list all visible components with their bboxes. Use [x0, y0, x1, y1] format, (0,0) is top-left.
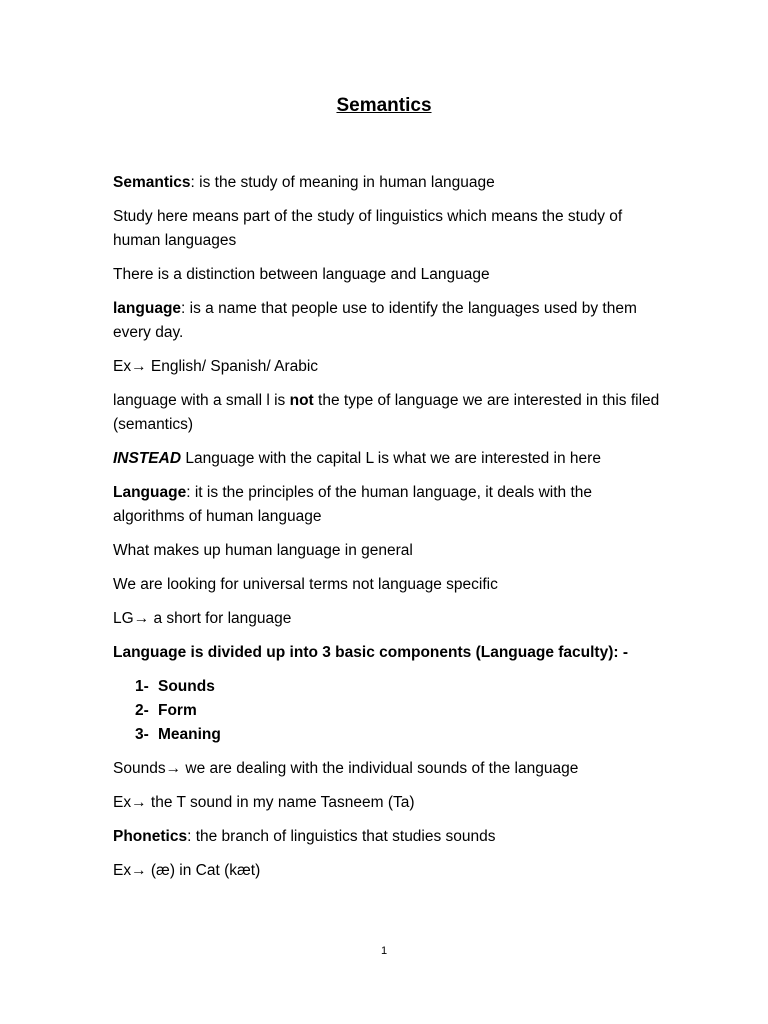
paragraph-capital-language-definition: Language: it is the principles of the human language, it deals with the algorithms of human language [113, 484, 593, 525]
paragraph-instead: INSTEAD Language with the capital L is what we are interested in here [113, 450, 601, 467]
term: Semantics [113, 174, 191, 191]
paragraph-universal-terms: We are looking for universal terms not language specific [113, 576, 498, 593]
term: Language [113, 484, 187, 501]
term: Phonetics [113, 828, 188, 845]
arrow-icon: → [131, 358, 147, 375]
paragraph-language-definition: language: is a name that people use to identify the languages used by them every day. [113, 300, 637, 341]
components-list [113, 675, 663, 747]
emphasis-not: not [289, 392, 314, 409]
document-body [113, 171, 663, 893]
paragraph-components-heading: Language is divided up into 3 basic components (Language faculty): - [113, 644, 628, 661]
paragraph-phonetics: Phonetics: the branch of linguistics that studies sounds [113, 828, 496, 845]
paragraph-example-languages: Ex→ English/ Spanish/ Arabic [113, 358, 319, 375]
page-number: 1 [380, 945, 388, 957]
paragraph-small-l: language with a small l is not the type of language we are interested in this filed (semantics) [113, 392, 660, 433]
list-item: 3- Meaning [135, 726, 221, 743]
paragraph-example-cat: Ex→ (æ) in Cat (kæt) [113, 862, 261, 879]
arrow-icon: → [133, 610, 150, 627]
paragraph-study-meaning: Study here means part of the study of linguistics which means the study of human languages [113, 208, 623, 249]
paragraph-what-makes-up: What makes up human language in general [113, 542, 413, 559]
paragraph-lg-abbreviation: LG→ a short for language [113, 610, 292, 627]
term: language [113, 300, 182, 317]
paragraph-sounds: Sounds→ we are dealing with the individual sounds of the language [113, 760, 579, 777]
emphasis-instead: INSTEAD [113, 450, 182, 467]
paragraph-distinction: There is a distinction between language and Language [113, 266, 490, 283]
arrow-icon: → [165, 760, 182, 777]
arrow-icon: → [131, 862, 147, 879]
paragraph-semantics-definition: Semantics: is the study of meaning in human language [113, 174, 495, 191]
list-item: 1- Sounds [135, 678, 215, 695]
paragraph-example-t-sound: Ex→ the T sound in my name Tasneem (Ta) [113, 794, 415, 811]
list-item: 2- Form [135, 702, 197, 719]
page-title: Semantics [336, 95, 432, 116]
arrow-icon: → [131, 794, 147, 811]
